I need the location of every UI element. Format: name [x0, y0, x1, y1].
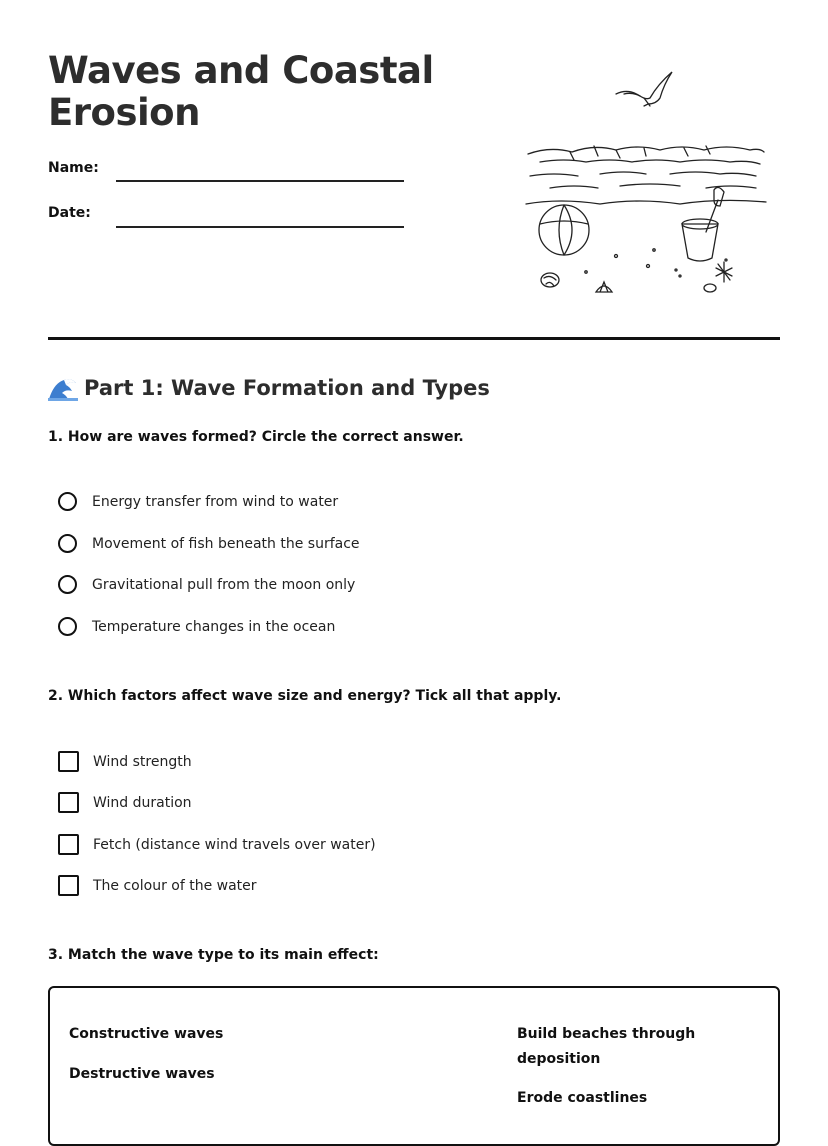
shells-icon — [541, 249, 732, 292]
matching-box — [48, 986, 780, 1146]
checkbox[interactable] — [58, 875, 79, 896]
wave-type-item[interactable]: Constructive waves — [69, 1026, 224, 1042]
checkbox[interactable] — [58, 792, 79, 813]
seagull-icon — [616, 72, 672, 106]
q1-option-label: Energy transfer from wind to water — [92, 493, 339, 510]
q1-option-label: Temperature changes in the ocean — [92, 618, 336, 635]
bucket-and-spade-icon — [682, 187, 724, 261]
date-label: Date: — [48, 205, 91, 221]
q1-option[interactable] — [58, 617, 335, 636]
part1-title: Part 1: Wave Formation and Types — [84, 376, 490, 400]
checkbox[interactable] — [58, 751, 79, 772]
name-field[interactable] — [116, 180, 404, 182]
wave-effect-item[interactable]: Build beaches through deposition — [517, 1026, 696, 1067]
wave-effect-item[interactable]: Erode coastlines — [517, 1090, 648, 1106]
q1-option[interactable] — [58, 534, 360, 553]
radio-circle[interactable] — [58, 534, 77, 553]
radio-circle[interactable] — [58, 617, 77, 636]
q2-option[interactable] — [58, 875, 257, 896]
worksheet-title: Waves and Coastal Erosion — [48, 49, 434, 134]
question-2: 2. Which factors affect wave size and energy? Tick all that apply. — [48, 688, 562, 704]
beach-illustration — [520, 62, 780, 312]
q1-option-label: Gravitational pull from the moon only — [92, 576, 356, 593]
q1-option-label: Movement of fish beneath the surface — [92, 535, 360, 552]
beach-ball-icon — [539, 205, 589, 255]
radio-circle[interactable] — [58, 492, 77, 511]
wave-type-item[interactable]: Destructive waves — [69, 1066, 215, 1082]
radio-circle[interactable] — [58, 575, 77, 594]
q2-option-label: Wind duration — [93, 794, 192, 811]
q1-option[interactable] — [58, 492, 338, 511]
q2-option[interactable] — [58, 751, 192, 772]
wave-icon — [48, 375, 78, 401]
q2-option[interactable] — [58, 834, 376, 855]
waves-icon — [526, 146, 766, 204]
q2-option[interactable] — [58, 792, 192, 813]
date-field[interactable] — [116, 226, 404, 228]
name-label: Name: — [48, 160, 99, 176]
section-divider — [48, 337, 780, 340]
question-3: 3. Match the wave type to its main effect: — [48, 947, 379, 963]
q2-option-label: Fetch (distance wind travels over water) — [93, 836, 376, 853]
checkbox[interactable] — [58, 834, 79, 855]
q2-option-label: The colour of the water — [93, 877, 257, 894]
q1-option[interactable] — [58, 575, 355, 594]
question-1: 1. How are waves formed? Circle the correct answer. — [48, 429, 464, 445]
part1-heading — [48, 375, 490, 401]
q2-option-label: Wind strength — [93, 753, 192, 770]
